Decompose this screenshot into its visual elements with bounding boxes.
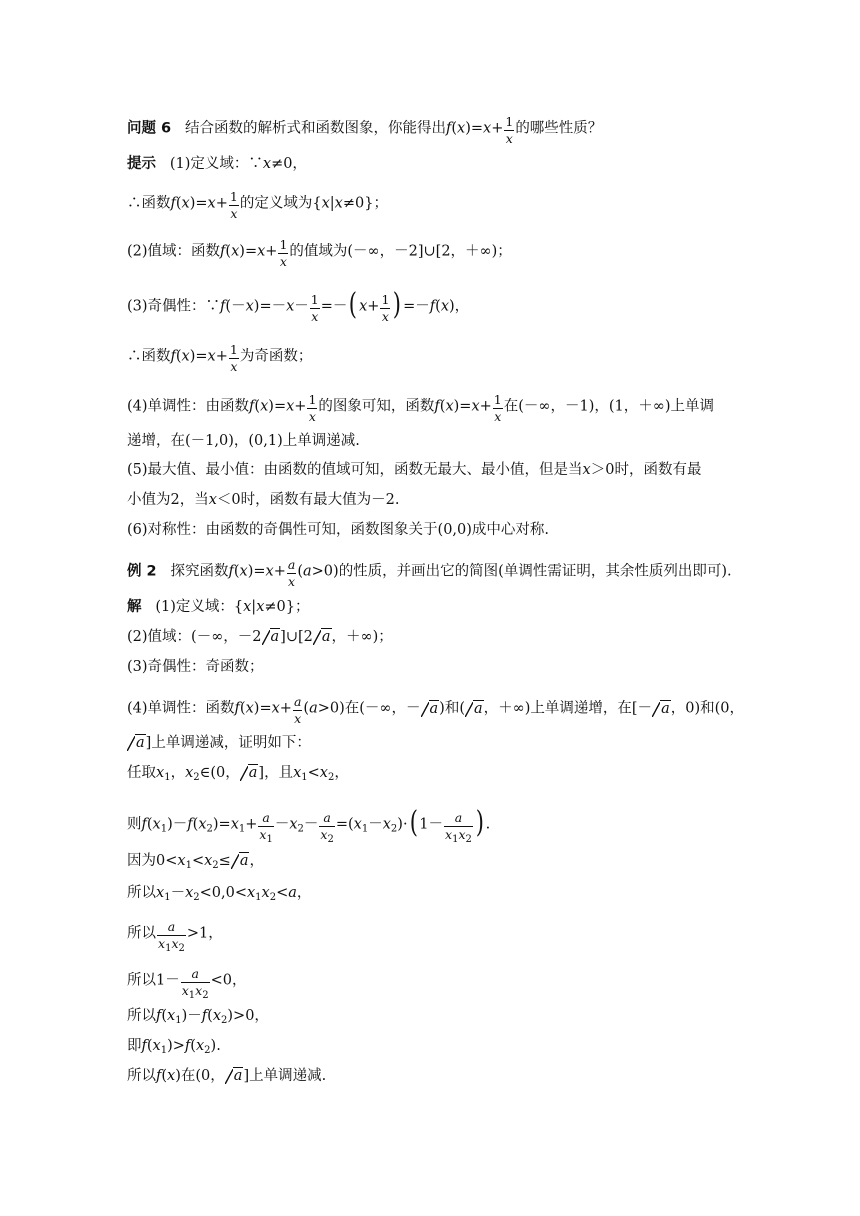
example-2: 例 2 探究函数f(x)=x+ $\frac{a}{x}$ (a>0)的性质，并画出它的简图(单调性需证明，其余性质列出即可).: [127, 557, 732, 589]
fraction-1-over-x: $\frac{1}{x}$: [505, 114, 514, 146]
hint-line-3: (2)值域：函数f(x)=x+ $\frac{1}{x}$ 的值域为(－∞，－2]∪[2，＋∞)；: [127, 237, 512, 269]
solution-line-1: 解 (1)定义域：{x|x≠0}；: [127, 599, 310, 615]
hint-line-5: ∴函数f(x)=x+ $\frac{1}{x}$ 为奇函数；: [127, 342, 313, 374]
solution-line-14: 所以f(x)在(0， a]上单调递减.: [127, 1068, 327, 1084]
solution-line-9: 所以$x_1-x_2<0,0<x_1x_2<a$，: [127, 885, 312, 903]
question-6-text-b: 的哪些性质？: [515, 120, 603, 137]
hint-line-6: (4)单调性：由函数f(x)=x+ $\frac{1}{x}$ 的图象可知，函数f(x)=x+ $\frac{1}{x}$ 在(－∞，－1)，(1，＋∞)上单调: [127, 392, 714, 424]
hint-line-10: (6)对称性：由函数的奇偶性可知，函数图象关于(0,0)成中心对称.: [127, 522, 550, 538]
hint-line-2: ∴函数f(x)=x+ $\frac{1}{x}$ 的定义域为{x|x≠0}；: [127, 189, 388, 221]
hint-line-9: 小值为2，当x＜0时，函数有最大值为－2.: [127, 492, 400, 508]
solution-line-6: 任取$x_1$，$x_2\in(0$， a]，且$x_1<x_2$，: [127, 765, 349, 783]
solution-line-3: (3)奇偶性：奇函数；: [127, 659, 264, 675]
solution-line-8: 因为$0<x_1<x_2\le a$，: [127, 853, 264, 871]
solution-line-4: (4)单调性：函数f(x)=x+ $\frac{a}{x}$ (a>0)在(－∞，－ a)和( a，＋∞)上单调递增，在[－ a，0)和(0，: [127, 694, 744, 726]
question-6: 问题 6 结合函数的解析式和函数图象，你能得出f(x)=x+ $\frac{1}{x}$ 的哪些性质？: [127, 114, 603, 146]
solution-line-2: (2)值域：(－∞，－2 a]∪[2 a，＋∞)；: [127, 629, 393, 645]
example-2-label: 例 2: [127, 563, 157, 580]
solution-label: 解: [127, 599, 142, 615]
solution-line-5: a]上单调递减，证明如下：: [127, 733, 311, 753]
hint-label: 提示: [127, 156, 156, 172]
hint-line-4: (3)奇偶性：∵f(－x)=－x－ $\frac{1}{x}$ =－( x+ $\frac{1}{x}$ ) =－f(x)，: [127, 286, 470, 324]
solution-line-7: 则$f(x_1)-f(x_2)=x_1+$ $\frac{a}{x_1}$ $-x_2-$ $\frac{a}{x_2}$ $=(x_1-x_2)\cdot$( 1－ $\frac{a}{x_1x_2}$ ) .: [127, 804, 491, 845]
solution-line-11: 所以1－ $\frac{a}{x_1x_2}$ <0，: [127, 966, 247, 1001]
question-6-label: 问题 6: [127, 120, 172, 137]
solution-line-10: 所以 $\frac{a}{x_1x_2}$ >1，: [127, 919, 223, 954]
hint-line-8: (5)最大值、最小值：由函数的值域可知，函数无最大、最小值，但是当x＞0时，函数有最: [127, 462, 702, 478]
question-6-text-a: 结合函数的解析式和函数图象，你能得出: [184, 120, 446, 137]
hint-line-7: 递增，在(－1,0)，(0,1)上单调递减.: [127, 433, 360, 449]
solution-line-13: 即$f(x_1)>f(x_2)$.: [127, 1038, 221, 1056]
solution-line-12: 所以$f(x_1)-f(x_2)>0$，: [127, 1008, 269, 1026]
hint-line-1: 提示 (1)定义域：∵x≠0，: [127, 156, 307, 172]
